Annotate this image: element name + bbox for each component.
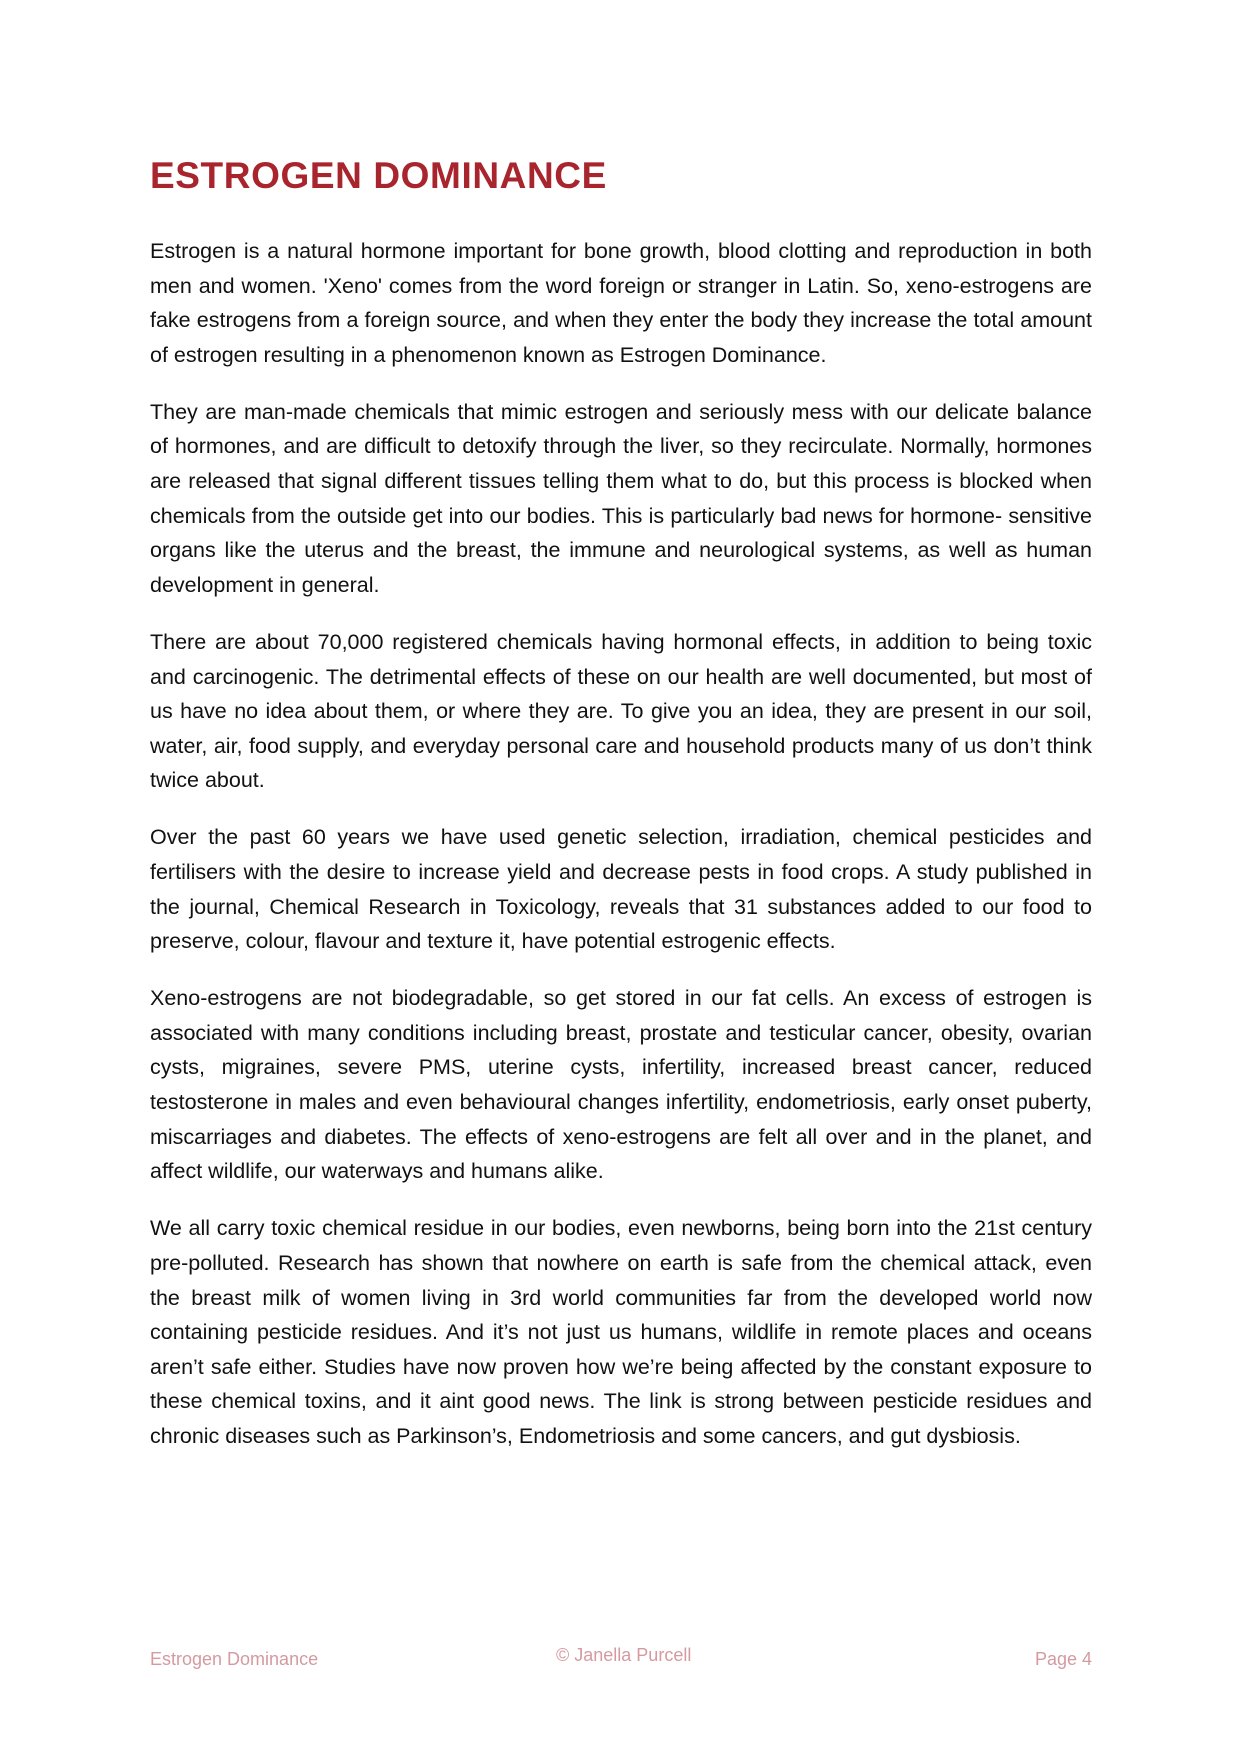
paragraph: There are about 70,000 registered chemicals having hormonal effects, in addition to being toxic and carcinogenic. The detrimental effects of these on our health are well documented, but most of us have no idea about them, or where they are. To give you an idea, they are present in our soil, water, air, food supply, and everyday personal care and household products many of us don’t think twice about. xyxy=(150,629,1092,793)
footer-copyright: © Janella Purcell xyxy=(556,1645,692,1665)
paragraph: We all carry toxic chemical residue in our bodies, even newborns, being born into the 21st century pre-polluted. Research has shown that nowhere on earth is safe from the chemical attack, even the breast milk of women living in 3rd world communities far from the developed world now containing pesticide residues. And it’s not just us humans, wildlife in remote places and oceans aren’t safe either. Studies have now proven how we’re being affected by the constant exposure to these chemical toxins, and it aint good news. The link is strong between pesticide residues and chronic diseases such as Parkinson’s, Endometriosis and some cancers, and gut dysbiosis. xyxy=(150,1216,1092,1448)
paragraph: Xeno-estrogens are not biodegradable, so get stored in our fat cells. An excess of estrogen is associated with many conditions including breast, prostate and testicular cancer, obesity, ovarian cysts, migraines, severe PMS, uterine cysts, infertility, increased breast cancer, reduced testosterone in males and even behavioural changes infertility, endometriosis, early onset puberty, miscarriages and diabetes. The effects of xeno-estrogens are felt all over and in the planet, and affect wildlife, our waterways and humans alike. xyxy=(150,986,1092,1184)
paragraph: Over the past 60 years we have used genetic selection, irradiation, chemical pesticides and fertilisers with the desire to increase yield and decrease pests in food crops. A study published in the journal, Chemical Research in Toxicology, reveals that 31 substances added to our food to preserve, colour, flavour and texture it, have potential estrogenic effects. xyxy=(150,825,1092,954)
article-body xyxy=(150,234,1092,1476)
paragraph: They are man-made chemicals that mimic estrogen and seriously mess with our delicate balance of hormones, and are difficult to detoxify through the liver, so they recirculate. Normally, hormones are released that signal different tissues telling them what to do, but this process is blocked when chemicals from the outside get into our bodies. This is particularly bad news for hormone- sensitive organs like the uterus and the breast, the immune and neurological systems, as well as human development in general. xyxy=(150,399,1092,597)
page-title: ESTROGEN DOMINANCE xyxy=(150,155,607,196)
page-footer xyxy=(150,1645,1092,1671)
footer-page-number: Page 4 xyxy=(1034,1649,1092,1669)
paragraph: Estrogen is a natural hormone important for bone growth, blood clotting and reproduction in both men and women. 'Xeno' comes from the word foreign or stranger in Latin. So, xeno-estrogens are fake estrogens from a foreign source, and when they enter the body they increase the total amount of estrogen resulting in a phenomenon known as Estrogen Dominance. xyxy=(150,239,1092,367)
footer-document-title: Estrogen Dominance xyxy=(150,1649,319,1669)
